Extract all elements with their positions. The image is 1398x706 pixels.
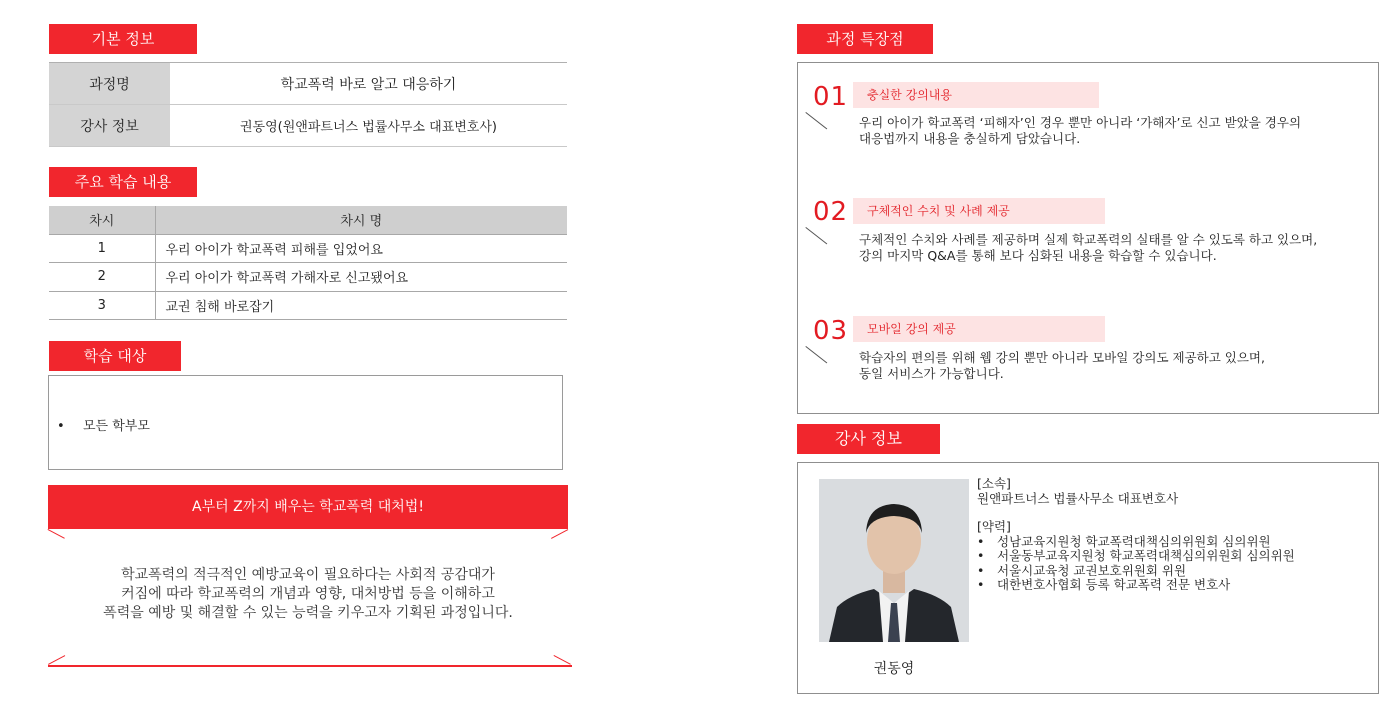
affiliation: 원앤파트너스 법률사무소 대표변호사 — [977, 490, 1179, 506]
banner-line: 폭력을 예방 및 해결할 수 있는 능력을 키우고자 기획된 과정입니다. — [103, 605, 513, 621]
career-item: 성남교육지원청 학교폭력대책심의위원회 심의위원 — [997, 533, 1271, 549]
list-item — [977, 535, 1295, 550]
instructor-label: 강사 정보 — [797, 424, 940, 454]
instructor-info-head: 강사 정보 — [49, 105, 170, 147]
banner-diagonal-left-bottom — [48, 655, 65, 665]
course-name-value: 학교폭력 바로 알고 대응하기 — [170, 63, 567, 105]
session-no: 1 — [49, 234, 155, 263]
table-row — [49, 291, 567, 320]
session-title: 교권 침해 바로잡기 — [155, 291, 567, 320]
instructor-details — [977, 477, 1295, 593]
course-name-head: 과정명 — [49, 63, 170, 105]
target-label: 학습 대상 — [49, 341, 181, 371]
career-list — [977, 535, 1295, 593]
table-row — [49, 63, 567, 105]
affiliation-heading: [소속] — [977, 476, 1011, 491]
banner-diagonal-right-bottom — [554, 655, 571, 665]
feature-title: 구체적인 수치 및 사례 제공 — [853, 198, 1105, 224]
career-item: 서울동부교육지원청 학교폭력대책심의위원회 심의위원 — [997, 548, 1295, 563]
feature-title: 충실한 강의내용 — [853, 82, 1099, 108]
banner-diagonal-right-top — [551, 529, 568, 539]
instructor-info-value: 권동영(원앤파트너스 법률사무소 대표변호사) — [170, 105, 567, 147]
feature-description — [859, 115, 1301, 147]
feature-line: 대응법까지 내용을 충실하게 담았습니다. — [859, 131, 1081, 146]
bullet: • — [977, 533, 985, 549]
target-text: 모든 학부모 — [83, 419, 150, 434]
feature-line: 강의 마지막 Q&A를 통해 보다 심화된 내용을 학습할 수 있습니다. — [859, 248, 1217, 263]
session-no: 3 — [49, 291, 155, 320]
basic-info-table — [49, 62, 567, 147]
feature-number: 03 — [813, 316, 849, 346]
banner-title: A부터 Z까지 배우는 학교폭력 대처법! — [48, 485, 568, 529]
feature-number: 02 — [813, 197, 849, 227]
main-content-label: 주요 학습 내용 — [49, 167, 197, 197]
list-item — [977, 564, 1295, 579]
feature-line: 구체적인 수치와 사례를 제공하며 실제 학교폭력의 실태를 알 수 있도록 하고 있으며, — [859, 232, 1318, 247]
banner-diagonal-left-top — [48, 529, 65, 539]
basic-info-label: 기본 정보 — [49, 24, 197, 54]
table-row — [49, 234, 567, 263]
career-heading: [약력] — [977, 519, 1011, 534]
banner-description — [48, 566, 568, 623]
bullet: • — [977, 548, 985, 563]
list-item — [977, 578, 1295, 593]
feature-description — [859, 350, 1265, 382]
list-item — [977, 549, 1295, 564]
session-title: 우리 아이가 학교폭력 피해를 입었어요 — [155, 234, 567, 263]
feature-title: 모바일 강의 제공 — [853, 316, 1105, 342]
bullet: • — [977, 562, 985, 578]
table-header-row — [49, 206, 567, 234]
feature-line: 우리 아이가 학교폭력 ‘피해자’인 경우 뿐만 아니라 ‘가해자’로 신고 받았을 경우의 — [859, 115, 1302, 130]
session-title-header: 차시 명 — [155, 206, 567, 234]
target-item — [57, 415, 150, 434]
features-label: 과정 특장점 — [797, 24, 933, 54]
career-item: 대한변호사협회 등록 학교폭력 전문 변호사 — [997, 577, 1231, 592]
banner-bottom-line — [48, 665, 572, 667]
banner-line: 학교폭력의 적극적인 예방교육이 필요하다는 사회적 공감대가 — [121, 567, 495, 583]
career-item: 서울시교육청 교권보호위원회 위원 — [997, 562, 1187, 578]
feature-line: 동일 서비스가 가능합니다. — [859, 366, 1004, 381]
instructor-photo — [819, 479, 969, 642]
session-no: 2 — [49, 263, 155, 292]
bullet: • — [977, 577, 985, 592]
session-no-header: 차시 — [49, 206, 155, 234]
session-title: 우리 아이가 학교폭력 가해자로 신고됐어요 — [155, 263, 567, 292]
instructor-name: 권동영 — [873, 661, 915, 677]
feature-number: 01 — [813, 82, 849, 112]
feature-line: 학습자의 편의를 위해 웹 강의 뿐만 아니라 모바일 강의도 제공하고 있으며, — [859, 350, 1265, 365]
table-row — [49, 263, 567, 292]
bullet: • — [57, 419, 65, 434]
banner-line: 커짐에 따라 학교폭력의 개념과 영향, 대처방법 등을 이해하고 — [121, 586, 495, 602]
table-row — [49, 105, 567, 147]
target-box — [48, 375, 563, 470]
sessions-table — [49, 206, 567, 320]
feature-description — [859, 232, 1317, 264]
